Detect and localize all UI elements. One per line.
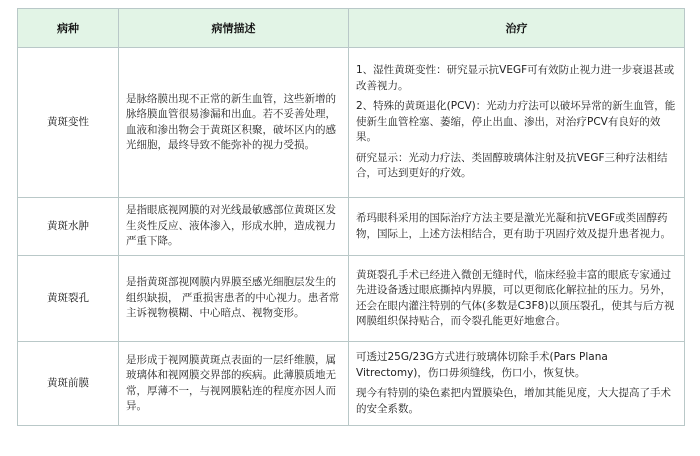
treatment-paragraph: 可透过25G/23G方式进行玻璃体切除手术(Pars Plana Vitrectomy)，伤口毋须缝线，伤口小，恢复快。: [356, 351, 608, 379]
description-text: 是指眼底视网膜的对光线最敏感部位黄斑区发生炎性反应、液体渗入，形成水肿，造成视力严重下降。: [126, 204, 336, 248]
disease-name: 黄斑裂孔: [18, 256, 119, 342]
description-text: 是形成于视网膜黄斑点表面的一层纤维膜，属玻璃体和视网膜交界部的疾病。此薄膜质地无常，厚薄不一，与视网膜粘连的程度亦因人而异。: [126, 353, 336, 412]
treatment-cell: [349, 342, 685, 426]
table-row: [18, 198, 685, 256]
disease-name: 黄斑前膜: [18, 342, 119, 426]
treatment-paragraph: 黄斑裂孔手术已经进入微创无缝时代，临床经验丰富的眼底专家通过先进设备透过眼底撕掉内界膜，可以更彻底化解拉扯的压力。另外，还会在眼内灌注特别的气体(多数是C3F8)以顶压裂孔，使其与后方视网膜组织保持贴合，而令裂孔能更好地愈合。: [356, 268, 675, 327]
table-header-row: [18, 9, 685, 48]
treatment-paragraph: 1、湿性黄斑变性：研究显示抗VEGF可有效防止视力进一步衰退甚或改善视力。: [356, 64, 675, 92]
treatment-paragraph: 2、特殊的黄斑退化(PCV)：光动力疗法可以破坏异常的新生血管，能使新生血管栓塞、萎缩，停止出血、渗出，对治疗PCV有良好的效果。: [356, 100, 676, 144]
table-row: [18, 48, 685, 198]
treatment-paragraph: 希玛眼科采用的国际治疗方法主要是激光光凝和抗VEGF或类固醇药物，国际上，上述方法相结合，更有助于巩固疗效及提升患者视力。: [356, 212, 671, 240]
header-description: 病情描述: [119, 9, 349, 48]
treatment-cell: [349, 198, 685, 256]
disease-description: [119, 48, 349, 198]
table-row: [18, 342, 685, 426]
disease-description: [119, 256, 349, 342]
description-text: 是指黄斑部视网膜内界膜至感光细胞层发生的组织缺损， 严重损害患者的中心视力。患者常主诉视物模糊、中心暗点、视物变形。: [126, 276, 340, 320]
treatment-paragraph: 研究显示：光动力疗法、类固醇玻璃体注射及抗VEGF三种疗法相结合，可达到更好的疗效。: [356, 151, 668, 180]
treatment-paragraph: 现今有特别的染色素把内置膜染色，增加其能见度，大大提高了手术的安全系数。: [356, 387, 671, 415]
treatment-cell: [349, 48, 685, 198]
header-disease: 病种: [18, 9, 119, 48]
description-text: 是脉络膜出现不正常的新生血管，这些新增的脉络膜血管很易渗漏和出血。若不妥善处理，血液和渗出物会于黄斑区积聚，破坏区内的感光细胞，最终导致不能弥补的视力受损。: [126, 92, 336, 151]
disease-name: 黄斑水肿: [18, 198, 119, 256]
table-row: [18, 256, 685, 342]
disease-description: [119, 342, 349, 426]
header-treatment: 治疗: [349, 9, 685, 48]
treatment-cell: [349, 256, 685, 342]
disease-name: 黄斑变性: [18, 48, 119, 198]
disease-description: [119, 198, 349, 256]
disease-table: [17, 8, 685, 426]
